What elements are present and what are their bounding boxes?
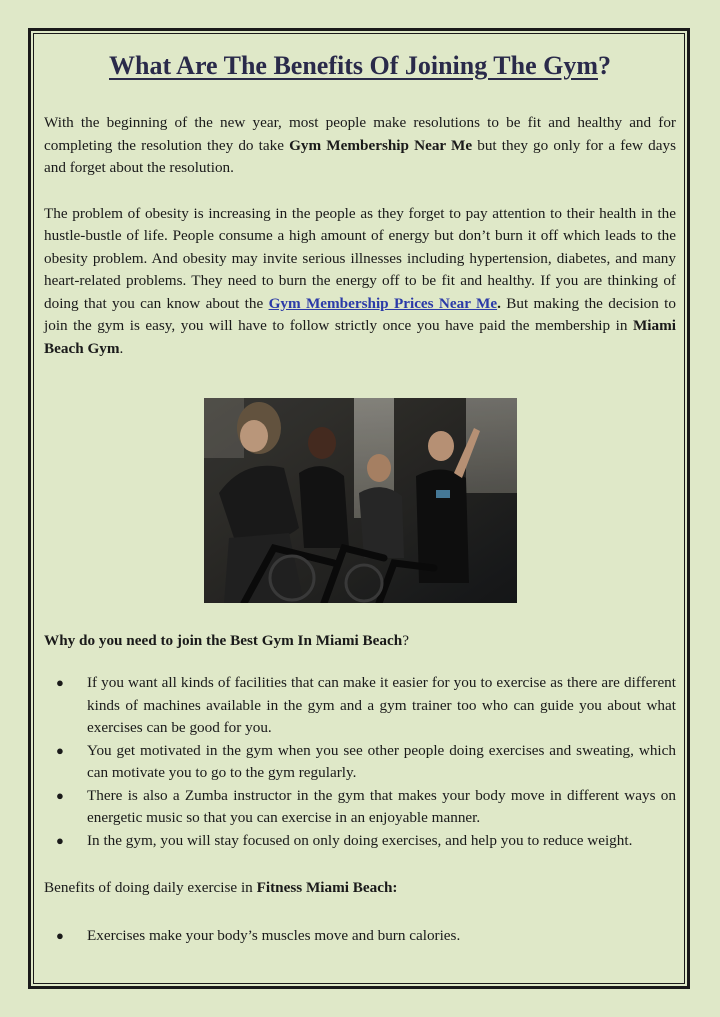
page-title — [44, 44, 676, 84]
keyword-gym-membership: Gym Membership Near Me — [289, 136, 473, 154]
title-question-mark: ? — [598, 51, 611, 80]
title-text: What Are The Benefits Of Joining The Gym — [109, 51, 598, 80]
obesity-text-cont: But making the decision to join the gym is easy, you will have to follow strictly once you have paid the membership in — [44, 294, 677, 334]
bullet-icon: ● — [56, 927, 64, 943]
list-item-text: If you want all kinds of facilities that can make it easier for you to exercise as there are different kinds of machines available in the gym and a gym trainer too who can guide you about what exercises can be good for you. — [87, 674, 676, 736]
benefits-intro — [44, 877, 676, 900]
obesity-text-end: . — [119, 339, 124, 357]
list-item — [44, 740, 676, 785]
bullet-icon: ● — [56, 675, 64, 690]
bullet-icon: ● — [56, 742, 64, 758]
benefits-intro-text: Benefits of doing daily exercise in — [44, 879, 257, 896]
obesity-paragraph — [44, 203, 676, 361]
intro-text: With the beginning of the new year, most people make resolutions to be fit and healthy and for completing the resolution they do take — [44, 114, 676, 154]
list-item — [44, 925, 676, 948]
section-heading-suffix: ? — [402, 632, 409, 649]
list-item-text: Exercises make your body’s muscles move and burn calories. — [87, 926, 461, 944]
list-item-text: There is also a Zumba instructor in the gym that makes your body move in different ways on energetic music so that you can exercise in an enjoyable manner. — [87, 786, 676, 826]
photo-container — [44, 398, 676, 603]
list-item-text: In the gym, you will stay focused on only doing exercises, and help you to reduce weight. — [87, 831, 633, 849]
membership-prices-link[interactable]: Gym Membership Prices Near Me — [268, 294, 498, 312]
reasons-list — [44, 672, 676, 852]
keyword-miami-beach-gym: Miami Beach Gym — [44, 317, 676, 357]
gym-class-photo — [204, 398, 517, 603]
obesity-text: The problem of obesity is increasing in the people as they forget to pay attention to their health in the hustle-bustle of life. People consume a high amount of energy but don’t burn it off which leads to the obesity problem. And obesity may invite serious illnesses including hypertension, diabetes, and many heart-related problems. They need to burn the energy off to be fit and healthy. If you are thinking of doing that you can know about the — [44, 204, 676, 312]
list-item — [44, 785, 676, 830]
list-item — [44, 672, 676, 740]
section-heading-bold: Why do you need to join the Best Gym In Miami Beach — [44, 632, 403, 649]
keyword-fitness-miami-beach: Fitness Miami Beach: — [256, 879, 398, 896]
link-period: . — [497, 294, 501, 312]
document-body — [44, 44, 676, 947]
bullet-icon: ● — [56, 787, 64, 803]
intro-text-end: but they go only for a few days and forget about the resolution. — [44, 136, 676, 176]
list-item — [44, 830, 676, 853]
benefits-list — [44, 925, 676, 948]
bullet-icon: ● — [56, 832, 64, 848]
list-item-text: You get motivated in the gym when you see other people doing exercises and sweating, which can motivate you to go to the gym regularly. — [87, 741, 676, 781]
section-heading — [44, 630, 676, 652]
intro-paragraph — [44, 112, 676, 180]
